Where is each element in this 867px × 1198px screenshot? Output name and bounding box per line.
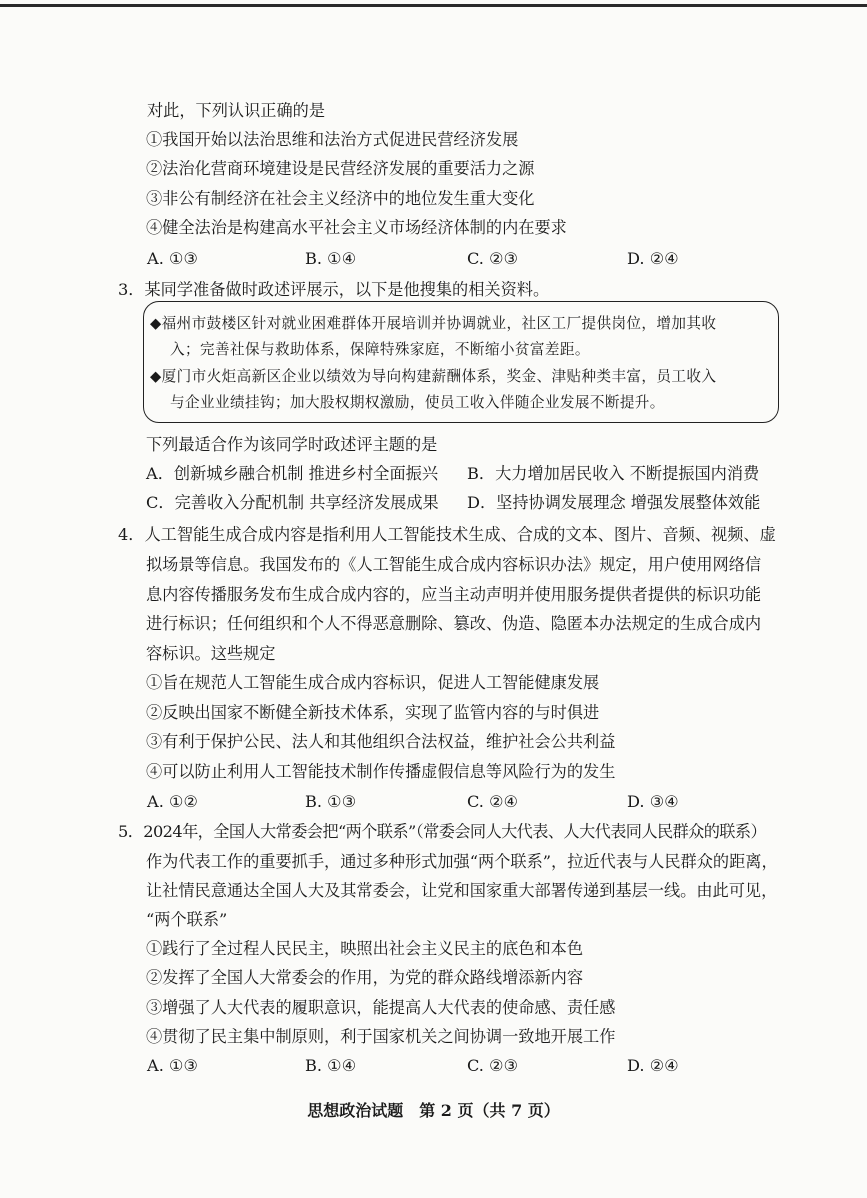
q2-option-d: D. ②④ xyxy=(627,249,679,268)
q2-option-b: B. ①④ xyxy=(305,249,357,268)
q4-stem-line-3: 息内容传播服务发布生成合成内容的，应当主动声明并使用服务提供者提供的标识功能 xyxy=(146,585,762,604)
q4-option-d: D. ③④ xyxy=(627,792,679,811)
q3-stem: 3．某同学准备做时政述评展示，以下是他搜集的相关资料。 xyxy=(118,280,550,299)
q4-stem-line-1: 4．人工智能生成合成内容是指利用人工智能技术生成、合成的文本、图片、音频、视频、虚 xyxy=(118,525,776,544)
q5-item-1: ①践行了全过程人民民主，映照出社会主义民主的底色和本色 xyxy=(146,939,584,958)
q5-option-b: B. ①④ xyxy=(305,1056,357,1075)
q5-option-a: A. ①③ xyxy=(147,1056,199,1075)
q4-stem-line-4: 进行标识；任何组织和个人不得恶意删除、篡改、伪造、隐匿本办法规定的生成合成内 xyxy=(146,614,762,633)
q4-option-b: B. ①③ xyxy=(305,792,357,811)
q2-option-a: A. ①③ xyxy=(147,249,199,268)
q5-stem-line-4: “两个联系” xyxy=(146,910,228,929)
q5-stem-line-3: 让社情民意通达全国人大及其常委会，让党和国家重大部署传递到基层一线。由此可见， xyxy=(146,881,778,900)
q5-item-3: ③增强了人大代表的履职意识，能提高人大代表的使命感、责任感 xyxy=(146,998,616,1017)
q2-option-c: C. ②③ xyxy=(467,249,519,268)
q5-item-2: ②发挥了全国人大常委会的作用，为党的群众路线增添新内容 xyxy=(146,968,584,987)
q3-box-line-4: 与企业业绩挂钩；加大股权期权激励，使员工收入伴随企业发展不断提升。 xyxy=(170,394,665,411)
top-border-rule xyxy=(0,4,867,7)
q4-item-1: ①旨在规范人工智能生成合成内容标识，促进人工智能健康发展 xyxy=(146,673,600,692)
q3-box-line-1: ◆福州市鼓楼区针对就业困难群体开展培训并协调就业，社区工厂提供岗位，增加其收 xyxy=(150,315,717,332)
q4-item-2: ②反映出国家不断健全新技术体系，实现了监管内容的与时俱进 xyxy=(146,703,600,722)
q5-item-4: ④贯彻了民主集中制原则，利于国家机关之间协调一致地开展工作 xyxy=(146,1027,616,1046)
q3-box-line-3: ◆厦门市火炬高新区企业以绩效为导向构建薪酬体系，奖金、津贴种类丰富，员工收入 xyxy=(150,368,717,385)
q2-item-3: ③非公有制经济在社会主义经济中的地位发生重大变化 xyxy=(146,189,535,208)
q4-item-4: ④可以防止利用人工智能技术制作传播虚假信息等风险行为的发生 xyxy=(146,762,616,781)
q3-option-a: A．创新城乡融合机制 推进乡村全面振兴 xyxy=(146,464,439,483)
q3-question: 下列最适合作为该同学时政述评主题的是 xyxy=(146,435,438,454)
q5-stem-line-2: 作为代表工作的重要抓手，通过多种形式加强“两个联系”，拉近代表与人民群众的距离， xyxy=(146,852,778,871)
q3-option-c: C．完善收入分配机制 共享经济发展成果 xyxy=(146,493,439,512)
q4-stem-line-2: 拟场景等信息。我国发布的《人工智能生成合成内容标识办法》规定，用户使用网络信 xyxy=(146,555,762,574)
q3-option-d: D．坚持协调发展理念 增强发展整体效能 xyxy=(467,493,761,512)
q4-item-3: ③有利于保护公民、法人和其他组织合法权益，维护社会公共利益 xyxy=(146,732,616,751)
q4-stem-line-5: 容标识。这些规定 xyxy=(146,644,276,663)
q2-stem-tail: 对此，下列认识正确的是 xyxy=(147,101,326,120)
q5-stem-line-1: 5．2024年，全国人大常委会把“两个联系”（常委会同人大代表、人大代表同人民群众的联系） xyxy=(118,822,767,841)
page-footer: 思想政治试题 第 2 页（共 7 页） xyxy=(307,1101,560,1120)
q2-item-1: ①我国开始以法治思维和法治方式促进民营经济发展 xyxy=(146,130,519,149)
q3-option-b: B．大力增加居民收入 不断提振国内消费 xyxy=(467,464,760,483)
q4-option-a: A. ①② xyxy=(147,792,199,811)
q2-item-2: ②法治化营商环境建设是民营经济发展的重要活力之源 xyxy=(146,159,535,178)
q5-option-c: C. ②③ xyxy=(467,1056,519,1075)
q2-item-4: ④健全法治是构建高水平社会主义市场经济体制的内在要求 xyxy=(146,218,567,237)
q5-option-d: D. ②④ xyxy=(627,1056,679,1075)
q4-option-c: C. ②④ xyxy=(467,792,519,811)
q3-box-line-2: 入；完善社保与救助体系，保障特殊家庭，不断缩小贫富差距。 xyxy=(170,341,590,358)
